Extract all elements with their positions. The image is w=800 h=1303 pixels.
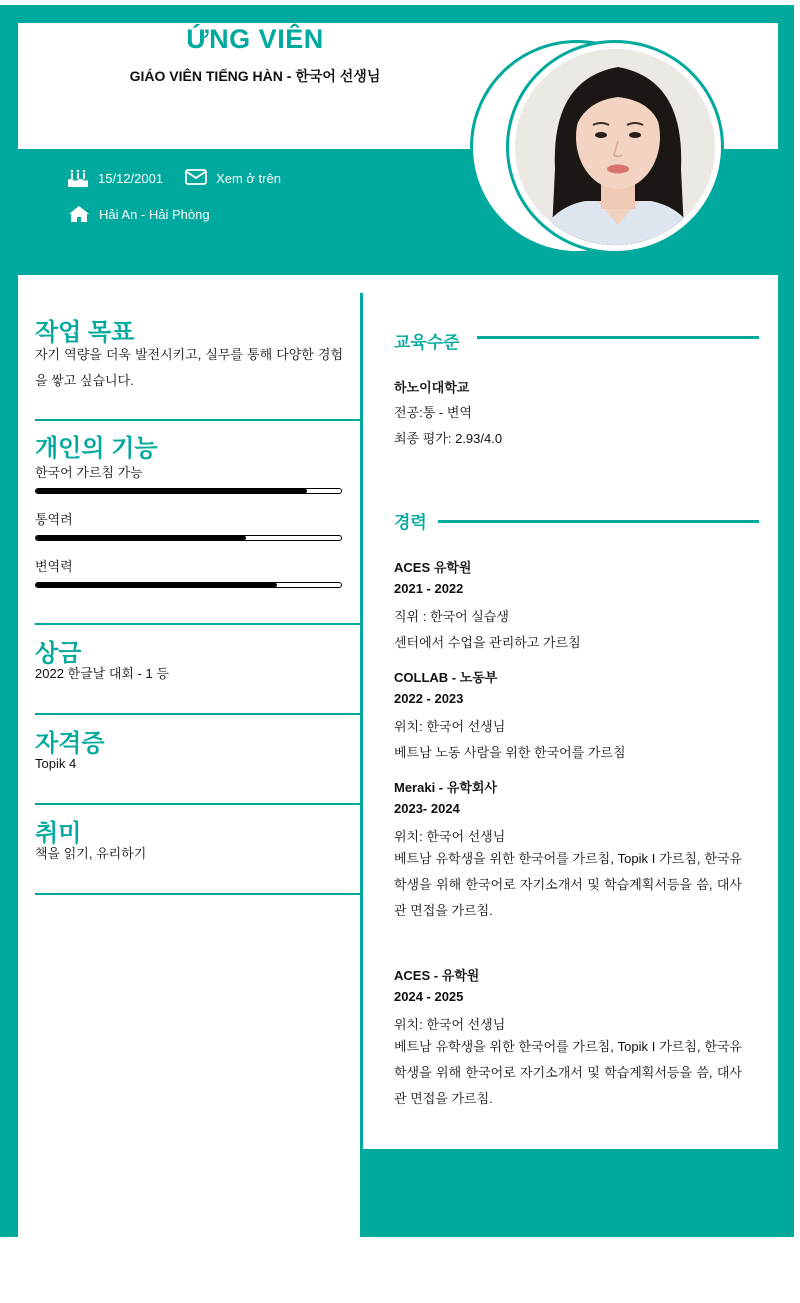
experience-company: Meraki - 유학회사 [394,780,497,795]
experience-desc: 베트남 노동 사람을 위한 한국어를 가르침 [394,745,626,760]
skill-bar [35,488,342,494]
education-title-line [477,336,759,339]
gpa-text: 최종 평가: 2.93/4.0 [394,431,503,446]
hobbies-title: 취미 [35,820,82,847]
certificates-divider [35,803,361,805]
skill-bar-fill [36,489,307,493]
skills-divider [35,623,361,625]
skill-label: 변역력 [35,559,73,574]
hobbies-divider [35,893,361,895]
experience-title-line [438,520,759,523]
skill-label: 한국어 가르침 가능 [35,465,143,480]
home-icon [68,204,90,224]
experience-position: 위치: 한국어 선생님 [394,829,506,844]
awards-divider [35,713,361,715]
experience-period: 2023- 2024 [394,801,460,816]
portrait [515,49,715,245]
awards-text: 2022 한글날 대회 - 1 등 [35,666,169,681]
experience-position: 위치: 한국어 선생님 [394,719,506,734]
experience-company: ACES 유학원 [394,560,472,575]
candidate-role: GIÁO VIÊN TIẾNG HÀN - 한국어 선생님 [129,68,381,84]
objective-text: 자기 역량을 더욱 발전시키고, 실무를 통해 다양한 경험을 쌓고 싶습니다. [35,347,343,388]
skill-bar-fill [36,583,277,587]
skills-title: 개인의 기능 [35,435,158,462]
hobbies-text: 책을 읽기, 유리하기 [35,846,147,861]
experience-position: 위치: 한국어 선생님 [394,1017,506,1032]
address-row [68,204,210,224]
objective-title: 작업 목표 [35,319,135,346]
experience-period: 2021 - 2022 [394,581,464,596]
experience-position: 직위 : 한국어 실습생 [394,609,509,624]
school-name: 하노이대학교 [394,380,470,395]
envelope-icon [185,168,207,188]
skill-bar [35,582,342,588]
experience-title: 경력 [394,513,427,532]
certificates-text: Topik 4 [35,756,77,771]
certificates-title: 자격증 [35,730,105,757]
clipped-info-row [66,143,216,149]
birthday-cake-icon [67,168,89,188]
skill-label: 통역려 [35,512,73,527]
birthdate-row [67,168,281,188]
skill-bar [35,535,342,541]
objective-divider [35,419,361,421]
major-text: 전공:통 - 변역 [394,405,472,420]
address-text: Hải An - Hải Phòng [99,206,210,222]
awards-title: 상금 [35,640,82,667]
skill-bar-fill [36,536,246,540]
experience-period: 2022 - 2023 [394,691,464,706]
email-text: Xem ở trên [216,170,281,186]
experience-company: ACES - 유학원 [394,968,480,983]
experience-company: COLLAB - 노동부 [394,670,498,685]
education-title: 교육수준 [394,333,460,352]
birthdate-text: 15/12/2001 [98,170,164,186]
experience-period: 2024 - 2025 [394,989,464,1004]
experience-desc: 센터에서 수업을 관리하고 가르침 [394,635,581,650]
column-divider [360,293,362,1237]
profile-photo [506,40,724,254]
candidate-name: ỨNG VIÊN [186,24,324,54]
experience-desc: 베트남 유학생을 위한 한국어를 가르침, Topik I 가르침, 한국유학생을 위해 한국어로 자기소개서 및 학습계획서등을 씀, 대사관 면접을 가르침. [394,851,742,918]
experience-desc: 베트남 유학생을 위한 한국어를 가르침, Topik I 가르침, 한국유학생을 위해 한국어로 자기소개서 및 학습계획서등을 씀, 대사관 면접을 가르침. [394,1039,742,1106]
